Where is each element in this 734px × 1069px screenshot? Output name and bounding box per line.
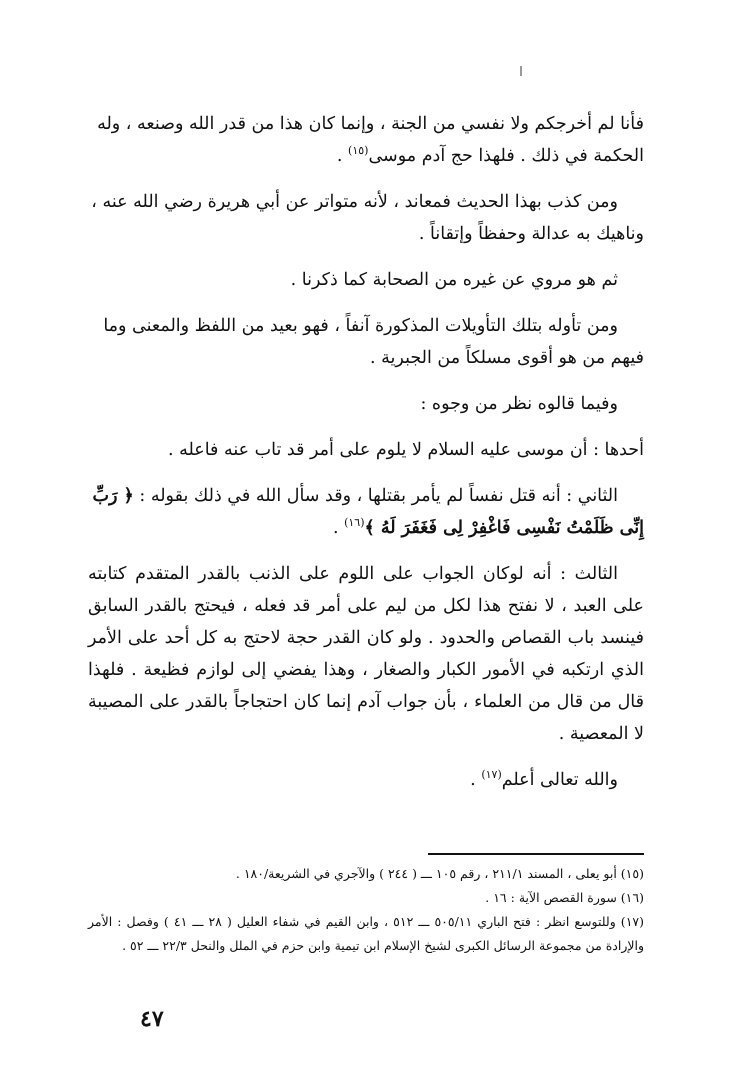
paragraph-7-line-1: الثاني : أنه قتل نفساً لم يأمر بقتلها ، وقد سأل الله في ذلك بقوله : [139,486,618,506]
paragraph-1-line-2: الحكمة في ذلك . فلهذا حج آدم موسى [368,146,644,166]
paragraph-7-end: . [332,518,345,538]
quran-verse: إِنِّى ظَلَمْتُ نَفْسِى فَاغْفِرْ لِى فَغَفَرَ لَهُ ﴾ [364,518,644,538]
paragraph-4 [88,310,644,374]
footnote-15: (١٥) أبو يعلى ، المسند ٢١١/١ ، رقم ١٠٥ ـــ ( ٢٤٤ ) والآجري في الشريعة/١٨٠ . [235,866,644,881]
paragraph-4-line-2: فيهم من هو أقوى مسلكاً من الجبرية . [370,348,644,368]
paragraph-9-text: والله تعالى أعلم [501,770,618,790]
main-text [88,108,644,796]
paragraph-1-end: . [336,146,349,166]
paragraph-5 [88,388,644,420]
paragraph-3 [88,264,644,296]
quran-verse-open: ﴿ رَبِّ [92,486,134,506]
footnote-ref-15: (١٥) [348,144,369,158]
footnote-17: (١٧) وللتوسع انظر : فتح الباري ٥٠٥/١١ ـــ ٥١٢ ، وابن القيم في شفاء العليل ( ٢٨ ـــ ٤١ ) وفصل : الأمر والإرادة من مجموعة الرسائل الكبرى لشيخ الإسلام ابن تيمية وابن حزم في الملل والنحل ٢٢/٣ ـــ ٥٢ . [88,914,645,953]
footnote-ref-16: (١٦) [344,516,365,530]
paragraph-2-line-1: ومن كذب بهذا الحديث فمعاند ، لأنه متواتر عن أبي هريرة رضي الله عنه ، [91,192,618,212]
footnotes [88,862,644,958]
footnote-16: (١٦) سورة القصص الآية : ١٦ . [485,890,644,905]
footnote-divider [428,853,644,855]
paragraph-8 [88,558,644,750]
paragraph-9-end: . [470,770,482,790]
paragraph-2-line-2: وناهيك به عدالة وحفظاً وإتقاناً . [418,224,644,244]
paragraph-1-line-1: فأنا لم أخرجكم ولا نفسي من الجنة ، وإنما كان هذا من قدر الله وصنعه ، وله [97,114,644,134]
paragraph-3-text: ثم هو مروي عن غيره من الصحابة كما ذكرنا . [290,270,618,290]
paragraph-7 [88,480,644,544]
page-number: ٤٧ [140,1006,164,1032]
paragraph-5-text: وفيما قالوه نظر من وجوه : [420,394,618,414]
paragraph-4-line-1: ومن تأوله بتلك التأويلات المذكورة آنفاً ، فهو بعيد من اللفظ والمعنى وما [103,316,618,336]
paragraph-8-text: الثالث : أنه لوكان الجواب على اللوم على الذنب بالقدر المتقدم كتابته على العبد ، لا نفتح هذا لكل من ليم على أمر قد فعله ، فيحتج بالقدر السابق فينسد باب القصاص والحدود . ولو كان القدر حجة لاحتج به كل أحد على الأمر الذي ارتكبه في الأمور الكبار والصغار ، وهذا يفضي إلى لوازم فظيعة . فلهذا قال من قال من العلماء ، بأن جواب آدم إنما كان احتجاجاً بالقدر على المصيبة لا المعصية . [88,564,644,744]
paragraph-2 [88,186,644,250]
paragraph-6-text: أحدها : أن موسى عليه السلام لا يلوم على أمر قد تاب عنه فاعله . [167,440,644,460]
paragraph-9 [88,764,644,796]
scan-speck [520,66,522,76]
footnote-ref-17: (١٧) [481,768,502,782]
paragraph-6 [88,434,644,466]
paragraph-1 [88,108,644,172]
